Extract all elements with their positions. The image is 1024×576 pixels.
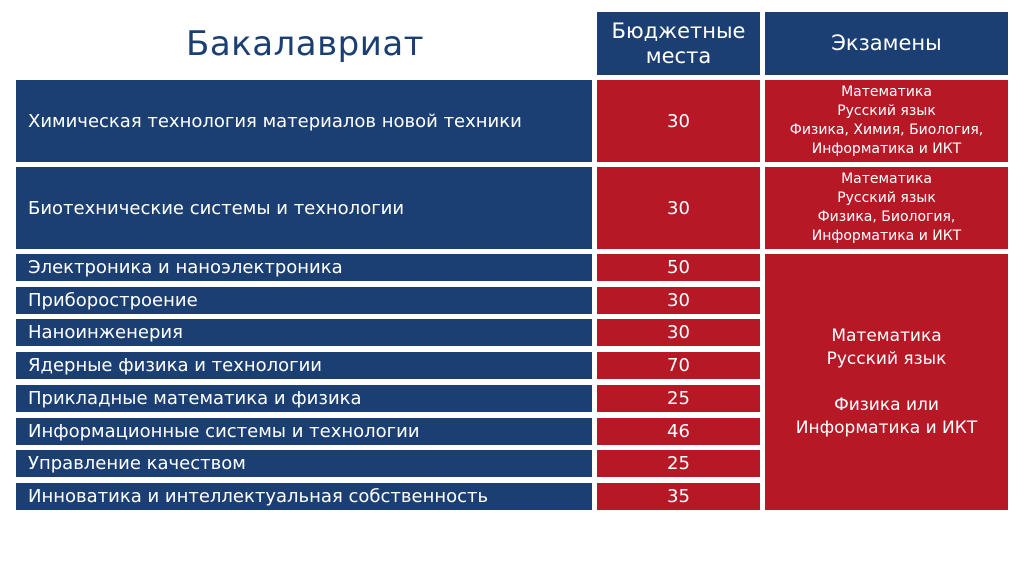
program-name-cell	[16, 352, 592, 379]
program-name: Химическая технология материалов новой техники	[28, 110, 522, 132]
exam-line: Информатика и ИКТ	[811, 228, 962, 244]
program-name-cell	[16, 319, 592, 346]
exam-line: Физика, Биология,	[817, 209, 956, 225]
budget-value: 46	[667, 421, 690, 442]
program-name-cell	[16, 483, 592, 510]
program-name: Приборостроение	[28, 290, 198, 311]
budget-cell	[597, 352, 760, 379]
program-name-cell	[16, 418, 592, 445]
exam-line: Математика	[841, 84, 932, 100]
budget-value: 30	[667, 110, 690, 132]
program-name: Ядерные физика и технологии	[28, 355, 322, 376]
budget-cell	[597, 80, 760, 162]
exam-line: Информатика и ИКТ	[795, 417, 978, 438]
program-name-cell	[16, 287, 592, 314]
exam-line: Физика или	[834, 394, 939, 415]
budget-cell	[597, 385, 760, 412]
budget-value: 30	[667, 290, 690, 311]
exam-line: Информатика и ИКТ	[811, 141, 962, 157]
program-name: Биотехнические системы и технологии	[28, 197, 405, 219]
budget-value: 25	[667, 453, 690, 474]
budget-value: 25	[667, 388, 690, 409]
exam-line: Русский язык	[837, 190, 936, 206]
header-budget-label: Бюджетные места	[611, 18, 746, 68]
program-name-cell	[16, 385, 592, 412]
budget-cell	[597, 418, 760, 445]
exam-line: Математика	[841, 171, 932, 187]
exam-line: Математика	[831, 325, 942, 346]
budget-cell	[597, 254, 760, 281]
program-name: Управление качеством	[28, 453, 246, 474]
program-name: Прикладные математика и физика	[28, 388, 362, 409]
budget-cell	[597, 450, 760, 477]
exam-line: Русский язык	[837, 103, 936, 119]
header-exams-label: Экзамены	[831, 31, 942, 55]
header-budget	[597, 12, 760, 75]
budget-value: 70	[667, 355, 690, 376]
page-title: Бакалавриат	[186, 24, 424, 64]
budget-cell	[597, 483, 760, 510]
header-exams	[765, 12, 1008, 75]
program-name: Инноватика и интеллектуальная собственность	[28, 486, 489, 507]
budget-cell	[597, 167, 760, 249]
program-name: Наноинженерия	[28, 322, 183, 343]
budget-value: 35	[667, 486, 690, 507]
budget-cell	[597, 287, 760, 314]
exams-cell	[765, 167, 1008, 249]
budget-value: 50	[667, 257, 690, 278]
program-name: Электроника и наноэлектроника	[28, 257, 343, 278]
program-name-cell	[16, 80, 592, 162]
program-name-cell	[16, 167, 592, 249]
program-name: Информационные системы и технологии	[28, 421, 420, 442]
exams-cell-merged	[765, 254, 1008, 510]
exams-cell	[765, 80, 1008, 162]
program-name-cell	[16, 450, 592, 477]
program-name-cell	[16, 254, 592, 281]
exam-line: Физика, Химия, Биология,	[789, 122, 984, 138]
budget-value: 30	[667, 197, 690, 219]
budget-cell	[597, 319, 760, 346]
exam-line: Русский язык	[826, 348, 947, 369]
budget-value: 30	[667, 322, 690, 343]
